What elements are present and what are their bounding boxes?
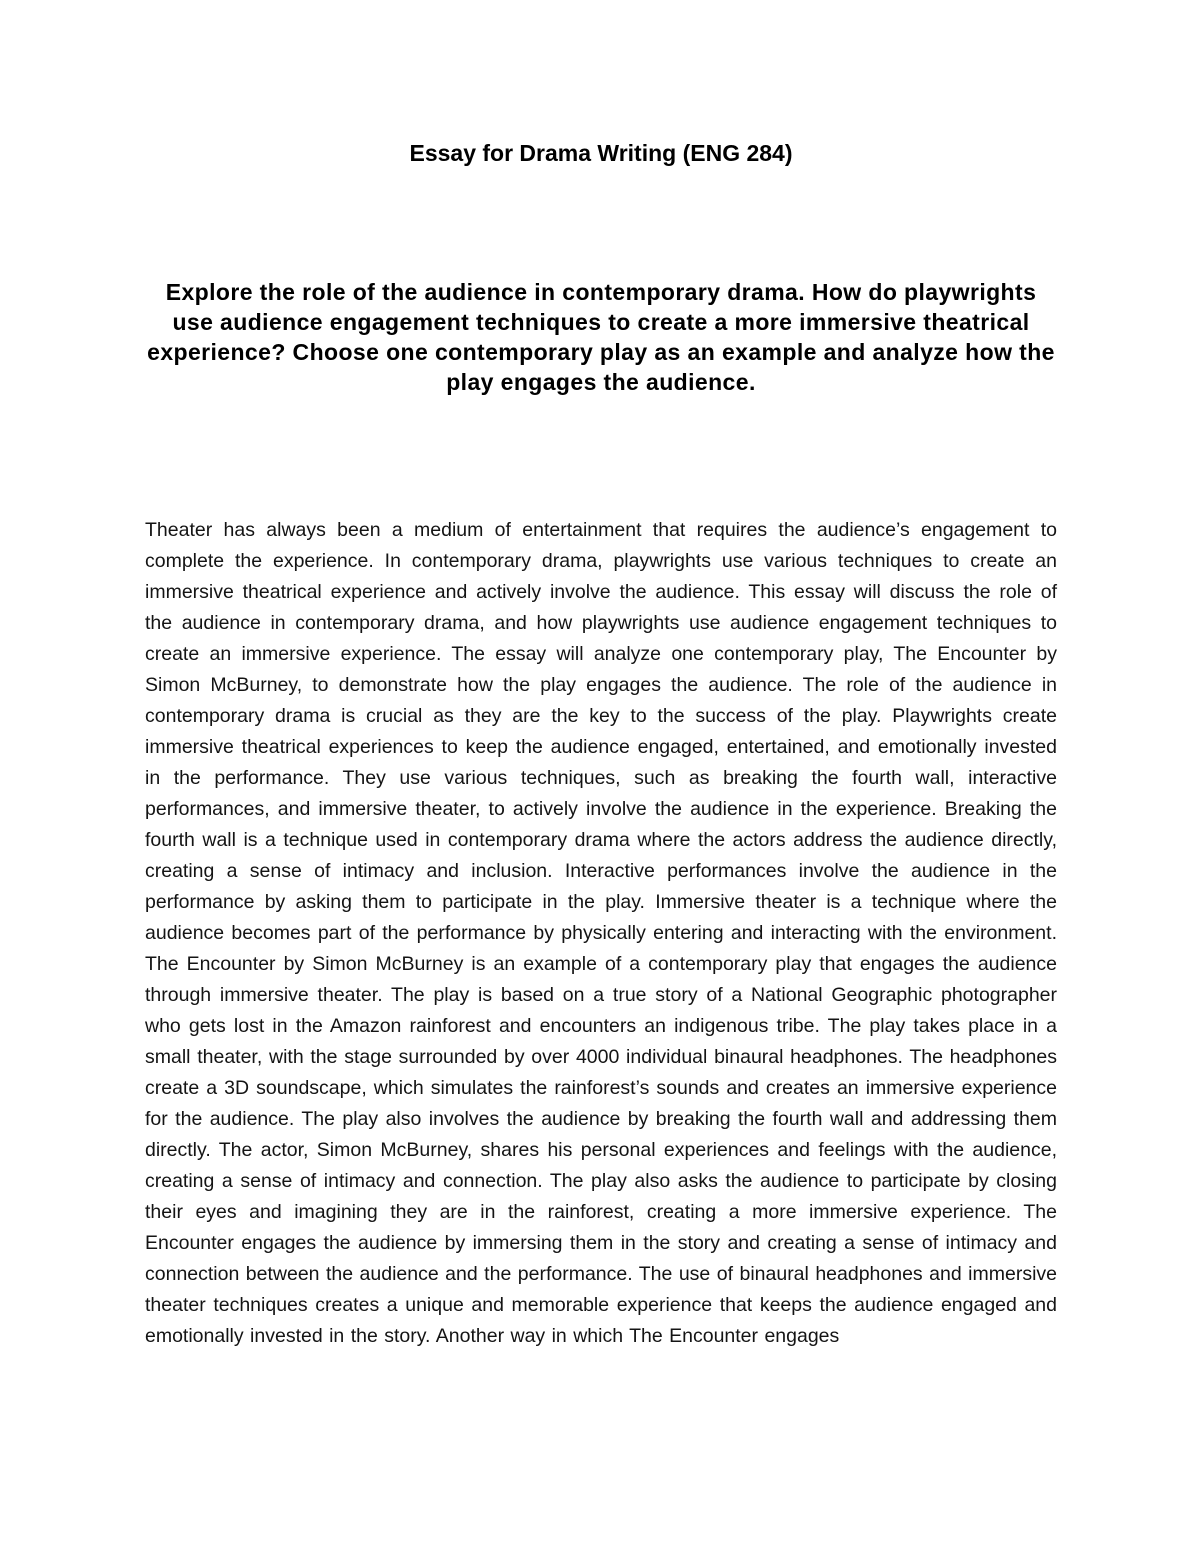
essay-content [145,140,1057,1352]
essay-title: Essay for Drama Writing (ENG 284) [409,140,793,166]
essay-prompt: Explore the role of the audience in contemporary drama. How do playwrights use audience engagement techniques to create a more immersive theatrical experience? Choose one contemporary play as an example and analyze how the play engages the audience. [147,279,1055,395]
essay-body-paragraph: Theater has always been a medium of entertainment that requires the audience’s engagement to complete the experience. In contemporary drama, playwrights use various techniques to create an immersive theatrical experience and actively involve the audience. This essay will discuss the role of the audience in contemporary drama, and how playwrights use audience engagement techniques to create an immersive experience. The essay will analyze one contemporary play, The Encounter by Simon McBurney, to demonstrate how the play engages the audience. The role of the audience in contemporary drama is crucial as they are the key to the success of the play. Playwrights create immersive theatrical experiences to keep the audience engaged, entertained, and emotionally invested in the performance. They use various techniques, such as breaking the fourth wall, interactive performances, and immersive theater, to actively involve the audience in the experience. Breaking the fourth wall is a technique used in contemporary drama where the actors address the audience directly, creating a sense of intimacy and inclusion. Interactive performances involve the audience in the performance by asking them to participate in the play. Immersive theater is a technique where the audience becomes part of the performance by physically entering and interacting with the environment. The Encounter by Simon McBurney is an example of a contemporary play that engages the audience through immersive theater. The play is based on a true story of a National Geographic photographer who gets lost in the Amazon rainforest and encounters an indigenous tribe. The play takes place in a small theater, with the stage surrounded by over 4000 individual binaural headphones. The headphones create a 3D soundscape, which simulates the rainforest’s sounds and creates an immersive experience for the audience. The play also involves the audience by breaking the fourth wall and addressing them directly. The actor, Simon McBurney, shares his personal experiences and feelings with the audience, creating a sense of intimacy and connection. The play also asks the audience to participate by closing their eyes and imagining they are in the rainforest, creating a more immersive experience. The Encounter engages the audience by immersing them in the story and creating a sense of intimacy and connection between the audience and the performance. The use of binaural headphones and immersive theater techniques creates a unique and memorable experience that keeps the audience engaged and emotionally invested in the story. Another way in which The Encounter engages [145,519,1057,1347]
